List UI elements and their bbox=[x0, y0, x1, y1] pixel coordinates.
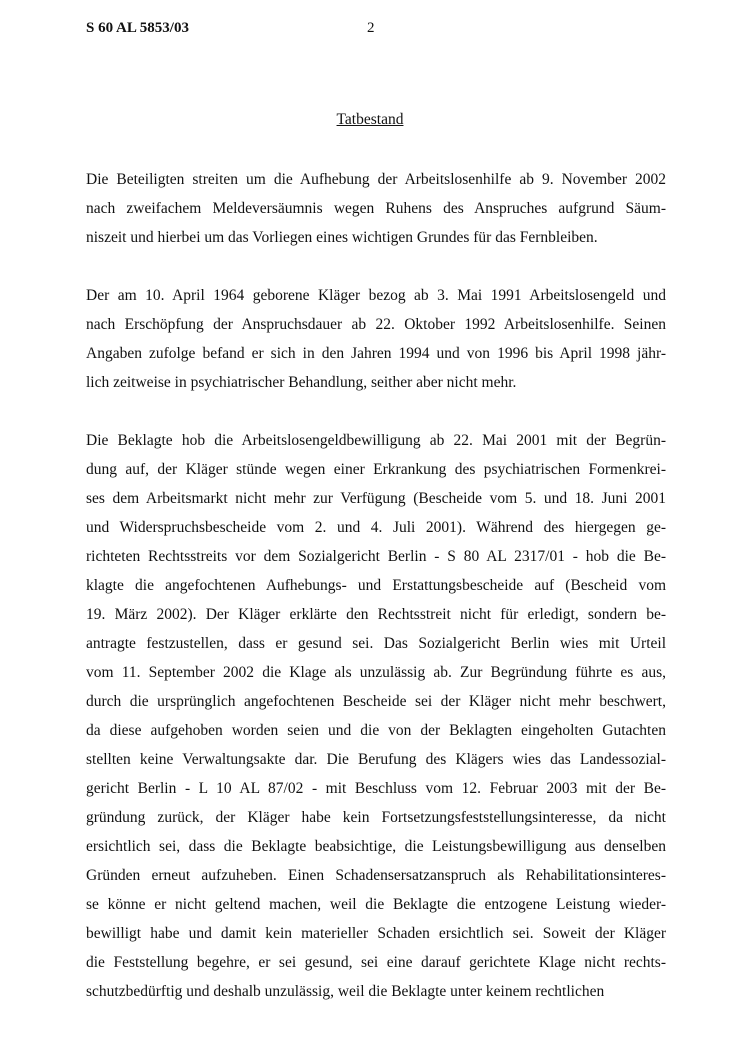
page-header bbox=[86, 20, 750, 44]
text-line: gründung zurück, der Kläger habe kein Fortsetzungsfeststellungsinteresse, da nicht bbox=[86, 809, 666, 826]
text-line: vom 11. September 2002 die Klage als unzulässig ab. Zur Begründung führte es aus, bbox=[86, 664, 666, 681]
paragraph bbox=[86, 281, 666, 397]
text-line: ersichtlich sei, dass die Beklagte beabsichtige, die Leistungsbewilligung aus denselben bbox=[86, 838, 666, 855]
text-line: klagte die angefochtenen Aufhebungs- und Erstattungsbescheide auf (Bescheid vom bbox=[86, 577, 666, 594]
text-line: Angaben zufolge befand er sich in den Jahren 1994 und von 1996 bis April 1998 jähr- bbox=[86, 345, 666, 362]
case-reference: S 60 AL 5853/03 bbox=[86, 20, 189, 36]
text-line: Gründen erneut aufzuheben. Einen Schadensersatzanspruch als Rehabilitationsinteres- bbox=[86, 867, 666, 884]
text-line: gericht Berlin - L 10 AL 87/02 - mit Beschluss vom 12. Februar 2003 mit der Be- bbox=[86, 780, 666, 797]
text-line: dung auf, der Kläger stünde wegen einer Erkrankung des psychiatrischen Formenkrei- bbox=[86, 461, 666, 478]
text-line: bewilligt habe und damit kein materieller Schaden ersichtlich sei. Soweit der Kläger bbox=[86, 925, 666, 942]
text-line: da diese aufgehoben worden seien und die von der Beklagten eingeholten Gutachten bbox=[86, 722, 666, 739]
text-line: die Feststellung begehre, er sei gesund, sei eine darauf gerichtete Klage nicht rechts- bbox=[86, 954, 666, 971]
text-line: richteten Rechtsstreits vor dem Sozialgericht Berlin - S 80 AL 2317/01 - hob die Be- bbox=[86, 548, 666, 565]
text-line: niszeit und hierbei um das Vorliegen eines wichtigen Grundes für das Fernbleiben. bbox=[86, 229, 598, 246]
text-line: stellten keine Verwaltungsakte dar. Die Berufung des Klägers wies das Landessozial- bbox=[86, 751, 666, 768]
text-line: schutzbedürftig und deshalb unzulässig, weil die Beklagte unter keinem rechtlichen bbox=[86, 983, 605, 1000]
page-number: 2 bbox=[367, 20, 375, 36]
text-line: antragte festzustellen, dass er gesund sei. Das Sozialgericht Berlin wies mit Urteil bbox=[86, 635, 666, 652]
text-line: lich zeitweise in psychiatrischer Behandlung, seither aber nicht mehr. bbox=[86, 374, 517, 391]
body-text bbox=[86, 165, 666, 1035]
text-line: und Widerspruchsbescheide vom 2. und 4. Juli 2001). Während des hiergegen ge- bbox=[86, 519, 666, 536]
text-line: durch die ursprünglich angefochtenen Bescheide sei der Kläger nicht mehr beschwert, bbox=[86, 693, 666, 710]
text-line: nach zweifachem Meldeversäumnis wegen Ruhens des Anspruches aufgrund Säum- bbox=[86, 200, 666, 217]
section-title: Tatbestand bbox=[336, 111, 404, 128]
text-line: ses dem Arbeitsmarkt nicht mehr zur Verfügung (Bescheide vom 5. und 18. Juni 2001 bbox=[86, 490, 666, 507]
text-line: se könne er nicht geltend machen, weil die Beklagte die entzogene Leistung wieder- bbox=[86, 896, 666, 913]
text-line: 19. März 2002). Der Kläger erklärte den Rechtsstreit nicht für erledigt, sondern be- bbox=[86, 606, 666, 623]
text-line: Der am 10. April 1964 geborene Kläger bezog ab 3. Mai 1991 Arbeitslosengeld und bbox=[86, 287, 666, 304]
paragraph bbox=[86, 426, 666, 1006]
text-line: Die Beteiligten streiten um die Aufhebung der Arbeitslosenhilfe ab 9. November 2002 bbox=[86, 171, 666, 188]
text-line: Die Beklagte hob die Arbeitslosengeldbewilligung ab 22. Mai 2001 mit der Begrün- bbox=[86, 432, 666, 449]
text-line: nach Erschöpfung der Anspruchsdauer ab 22. Oktober 1992 Arbeitslosenhilfe. Seinen bbox=[86, 316, 666, 333]
paragraph bbox=[86, 165, 666, 252]
